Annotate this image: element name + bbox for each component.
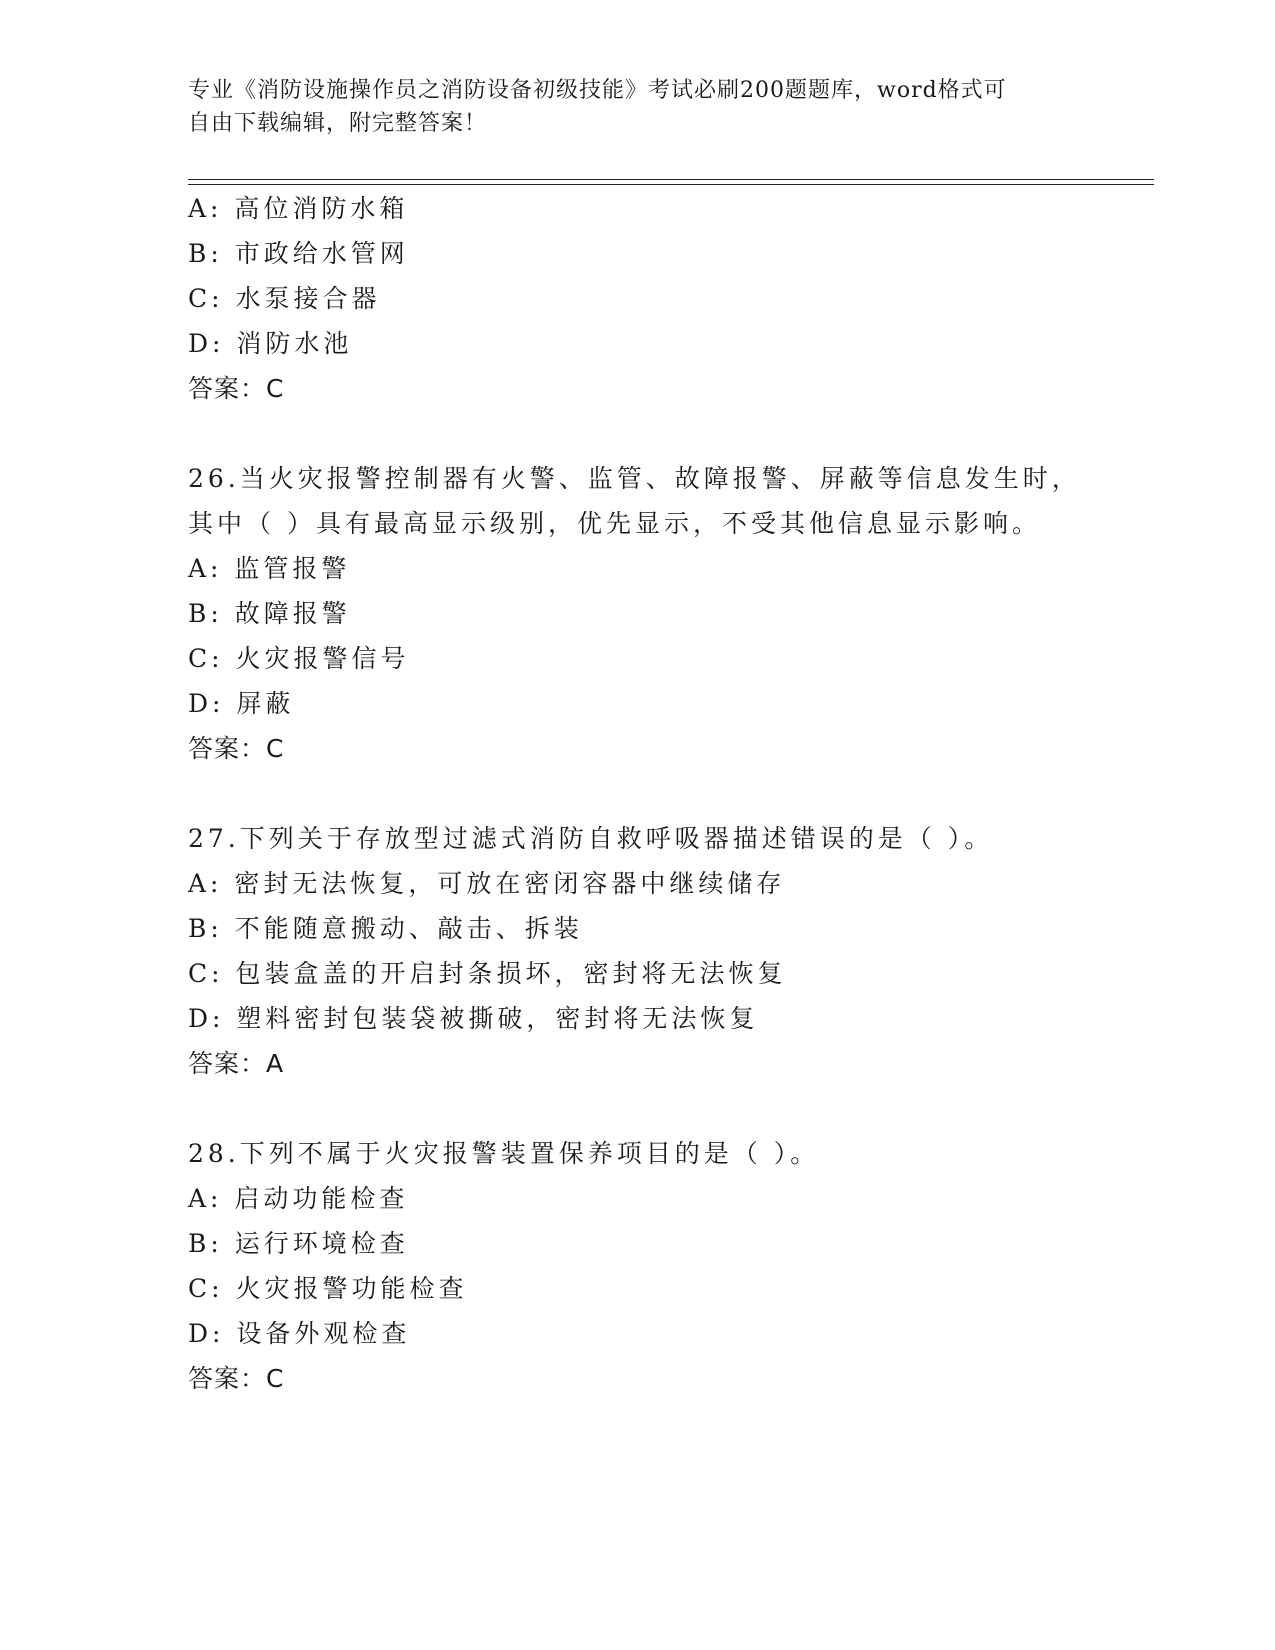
q26-option-b: B: 故障报警 (188, 599, 351, 628)
q28-option-a: A: 启动功能检查 (188, 1184, 409, 1213)
q27-stem: 27.下列关于存放型过滤式消防自救呼吸器描述错误的是（ ）。 (188, 824, 994, 853)
q27-option-a: A: 密封无法恢复，可放在密闭容器中继续储存 (188, 869, 786, 898)
q26-option-c: C: 火灾报警信号 (188, 644, 410, 673)
header-rule-bottom (188, 184, 1154, 185)
header-line-2: 自由下载编辑，附完整答案！ (188, 111, 488, 136)
document-header (188, 74, 1088, 140)
q27-option-d: D: 塑料密封包装袋被撕破，密封将无法恢复 (188, 1004, 759, 1033)
q28-option-c: C: 火灾报警功能检查 (188, 1274, 468, 1303)
q25-option-d: D: 消防水池 (188, 329, 353, 358)
q28-answer: 答案：C (188, 1364, 285, 1393)
header-line-1: 专业《消防设施操作员之消防设备初级技能》考试必刷200题题库，word格式可 (188, 78, 1007, 103)
q25-option-c: C: 水泵接合器 (188, 284, 381, 313)
q26-answer: 答案：C (188, 734, 285, 763)
q26-stem-line-2: 其中（ ）具有最高显示级别，优先显示，不受其他信息显示影响。 (188, 509, 1041, 538)
q26-option-d: D: 屏蔽 (188, 689, 295, 718)
q28-stem: 28.下列不属于火灾报警装置保养项目的是（ ）。 (188, 1139, 820, 1168)
header-rule-top (188, 179, 1154, 180)
q28-option-b: B: 运行环境检查 (188, 1229, 409, 1258)
q27-option-b: B: 不能随意搬动、敲击、拆装 (188, 914, 583, 943)
q27-option-c: C: 包装盒盖的开启封条损坏，密封将无法恢复 (188, 959, 787, 988)
q25-option-a: A: 高位消防水箱 (188, 194, 409, 223)
q25-option-b: B: 市政给水管网 (188, 239, 409, 268)
q28-option-d: D: 设备外观检查 (188, 1319, 411, 1348)
q25-answer: 答案：C (188, 374, 285, 403)
q26-option-a: A: 监管报警 (188, 554, 351, 583)
q27-answer: 答案：A (188, 1049, 285, 1078)
q26-stem-line-1: 26.当火灾报警控制器有火警、监管、故障报警、屏蔽等信息发生时， (188, 464, 1081, 493)
